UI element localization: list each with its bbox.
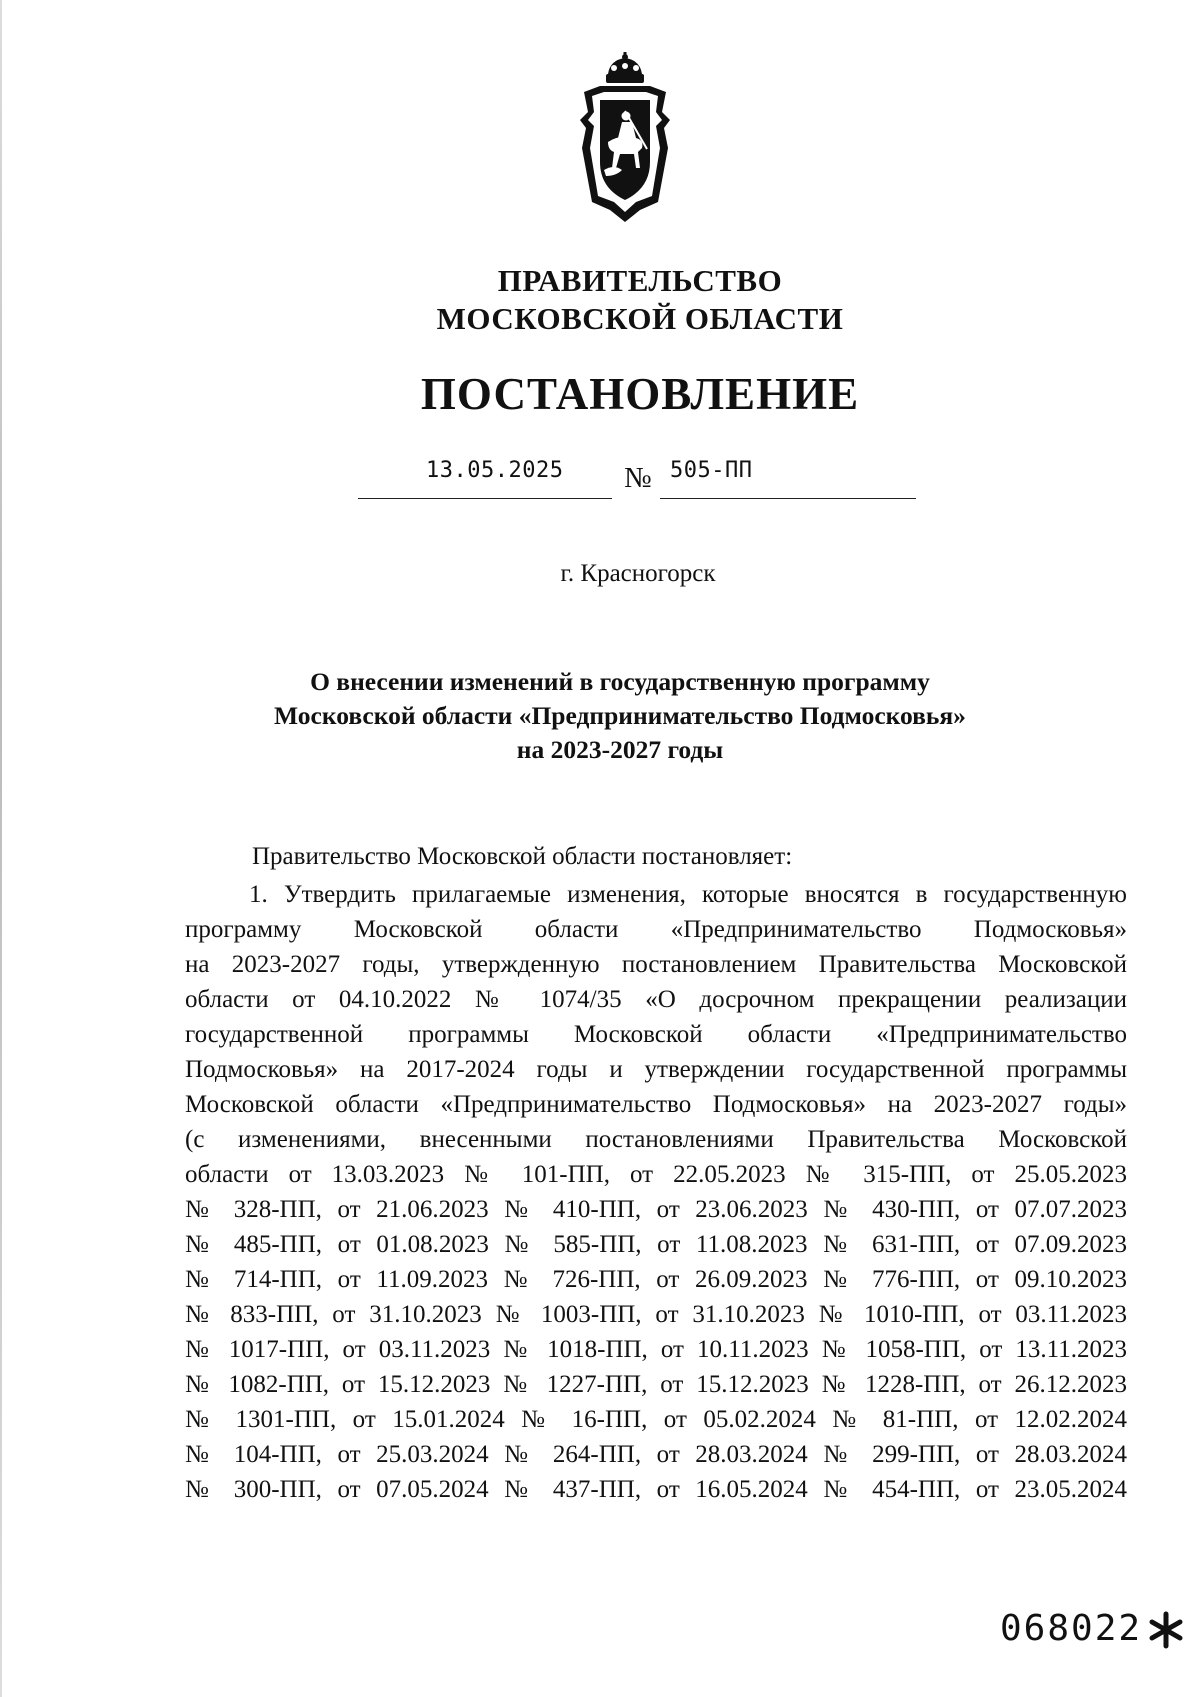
org-title-line-2: МОСКОВСКОЙ ОБЛАСТИ xyxy=(436,301,844,336)
body-line: (с изменениями, внесенными постановлениями Правительства Московской xyxy=(185,1126,1127,1153)
body-line: № 1082-ПП, от 15.12.2023 № 1227-ПП, от 15.12.2023 № 1228-ПП, от 26.12.2023 xyxy=(185,1371,1127,1398)
body-line: области от 13.03.2023 № 101-ПП, от 22.05.2023 № 315-ПП, от 25.05.2023 xyxy=(185,1161,1127,1188)
subject-line-2: Московской области «Предпринимательство Подмосковья» xyxy=(274,701,966,730)
subject-line-3: на 2023-2027 годы xyxy=(516,735,724,764)
org-title-line-1: ПРАВИТЕЛЬСТВО xyxy=(497,263,783,298)
body-line: на 2023-2027 годы, утвержденную постановлением Правительства Московской xyxy=(185,951,1127,978)
body-line: 1. Утвердить прилагаемые изменения, которые вносятся в государственную xyxy=(249,881,1127,908)
registration-date-field xyxy=(358,452,612,499)
body-text xyxy=(185,877,1127,1507)
document-subject xyxy=(0,665,1200,767)
document-type-title: ПОСТАНОВЛЕНИЕ xyxy=(420,369,860,419)
preamble: Правительство Московской области постановляет: xyxy=(252,843,793,870)
body-line: Подмосковья» на 2017-2024 годы и утверждении государственной программы xyxy=(185,1056,1127,1083)
body-line: государственной программы Московской области «Предпринимательство xyxy=(185,1021,1127,1048)
city-line: г. Красногорск xyxy=(560,560,716,587)
asterisk-icon xyxy=(1146,1610,1186,1650)
body-line: Московской области «Предпринимательство Подмосковья» на 2023-2027 годы» xyxy=(185,1091,1127,1118)
body-line: № 104-ПП, от 25.03.2024 № 264-ПП, от 28.03.2024 № 299-ПП, от 28.03.2024 xyxy=(185,1441,1127,1468)
scan-edge xyxy=(0,0,2,1697)
organization-title xyxy=(0,262,1200,338)
number-sign: № xyxy=(624,462,652,494)
coat-of-arms-icon xyxy=(570,52,680,222)
body-line: № 328-ПП, от 21.06.2023 № 410-ПП, от 23.06.2023 № 430-ПП, от 07.07.2023 xyxy=(185,1196,1127,1223)
body-line: № 300-ПП, от 07.05.2024 № 437-ПП, от 16.05.2024 № 454-ПП, от 23.05.2024 xyxy=(185,1476,1127,1503)
registration-number: 505-ПП xyxy=(670,458,753,483)
body-line: № 714-ПП, от 11.09.2023 № 726-ПП, от 26.09.2023 № 776-ПП, от 09.10.2023 xyxy=(185,1266,1127,1293)
body-line: № 833-ПП, от 31.10.2023 № 1003-ПП, от 31.10.2023 № 1010-ПП, от 03.11.2023 xyxy=(185,1301,1127,1328)
subject-line-1: О внесении изменений в государственную программу xyxy=(310,667,930,696)
body-line: программу Московской области «Предпринимательство Подмосковья» xyxy=(185,916,1127,943)
serial-stamp: 068022 xyxy=(1000,1608,1143,1649)
body-line: области от 04.10.2022 № 1074/35 «О досрочном прекращении реализации xyxy=(185,986,1127,1013)
body-line: № 485-ПП, от 01.08.2023 № 585-ПП, от 11.08.2023 № 631-ПП, от 07.09.2023 xyxy=(185,1231,1127,1258)
body-line: № 1301-ПП, от 15.01.2024 № 16-ПП, от 05.02.2024 № 81-ПП, от 12.02.2024 xyxy=(185,1406,1127,1433)
registration-number-field xyxy=(660,452,916,499)
body-line: № 1017-ПП, от 03.11.2023 № 1018-ПП, от 10.11.2023 № 1058-ПП, от 13.11.2023 xyxy=(185,1336,1127,1363)
registration-date: 13.05.2025 xyxy=(426,458,564,483)
